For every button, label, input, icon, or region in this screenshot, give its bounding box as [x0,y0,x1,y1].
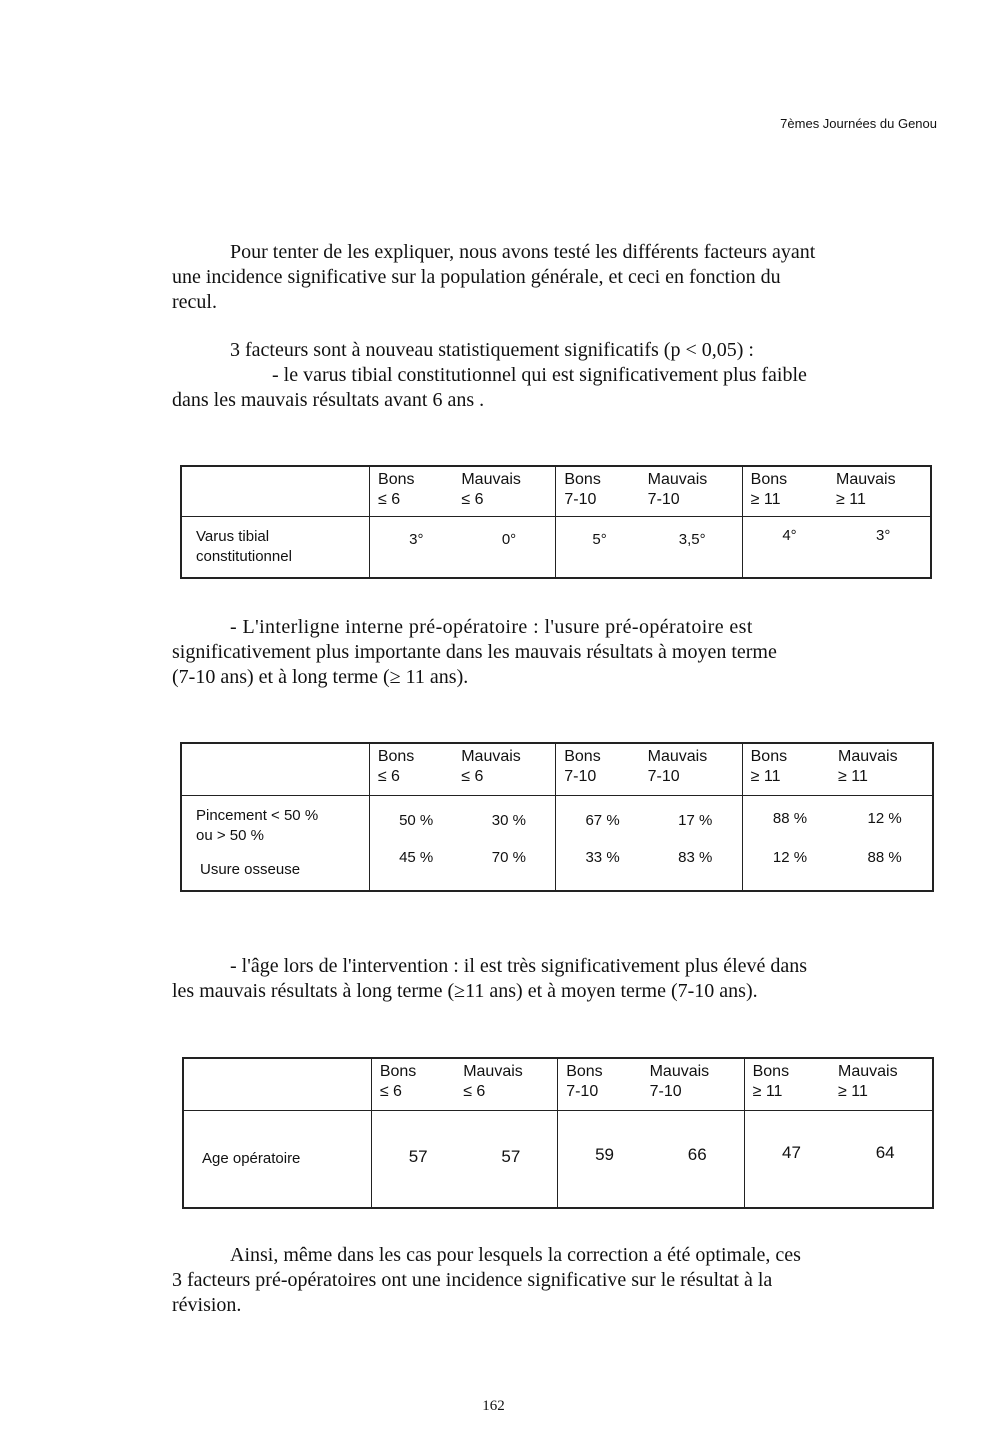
paragraph-1: Pour tenter de les expliquer, nous avons testé les différents facteurs ayant une incidence significative sur la population générale, et ceci en fonction du recul. [172,241,816,313]
paragraph-2: 3 facteurs sont à nouveau statistiquement significatifs (p < 0,05) : - le varus tibial constitutionnel qui est significativement plus faible dans les mauvais résultats avant 6 ans . [172,339,807,411]
paragraph-3: - L'interligne interne pré-opératoire : l'usure pré-opératoire est significativement plus importante dans les mauvais résultats à moyen terme (7-10 ans) et à long terme (≥ 11 ans). [172,616,777,688]
empty-header-cell [183,1058,371,1110]
paragraph-5: Ainsi, même dans les cas pour lesquels la correction a été optimale, ces 3 facteurs pré-opératoires ont une incidence significative sur le résultat à la révision. [172,1244,801,1316]
row-labels: Pincement < 50 % ou > 50 % Usure osseuse [181,795,369,891]
table-age: Bons ≤ 6 Mauvais ≤ 6 Bons 7-10 Mauvais 7-10 Bons ≥ 11 Mauvais ≥ 11 Age opératoire 57 57 59 66 47 64 [182,1057,934,1209]
table-varus: Bons ≤ 6 Mauvais ≤ 6 Bons 7-10 Mauvais 7-10 Bons ≥ 11 Mauvais ≥ 11 Varus tibial constitutionnel 3° 0° 5° 3,5° 4° 3° [180,465,932,579]
row-label: Varus tibial constitutionnel [181,516,370,578]
empty-header-cell [181,743,369,795]
page-number: 162 [482,1398,505,1414]
paragraph-4: - l'âge lors de l'intervention : il est très significativement plus élevé dans les mauvais résultats à long terme (≥11 ans) et à moyen terme (7-10 ans). [172,955,808,1002]
empty-header-cell [181,466,370,516]
table-interligne: Bons ≤ 6 Mauvais ≤ 6 Bons 7-10 Mauvais 7-10 Bons ≥ 11 Mauvais ≥ 11 Pincement < 50 % ou > 50 % Usure osseuse 50 % 30 % 45 % 70 % 67 % 17 % 33 % 83 % 88 % 12 % 12 % 88 % [180,742,934,892]
running-header: 7èmes Journées du Genou [780,116,937,131]
row-label: Age opératoire [183,1110,371,1208]
